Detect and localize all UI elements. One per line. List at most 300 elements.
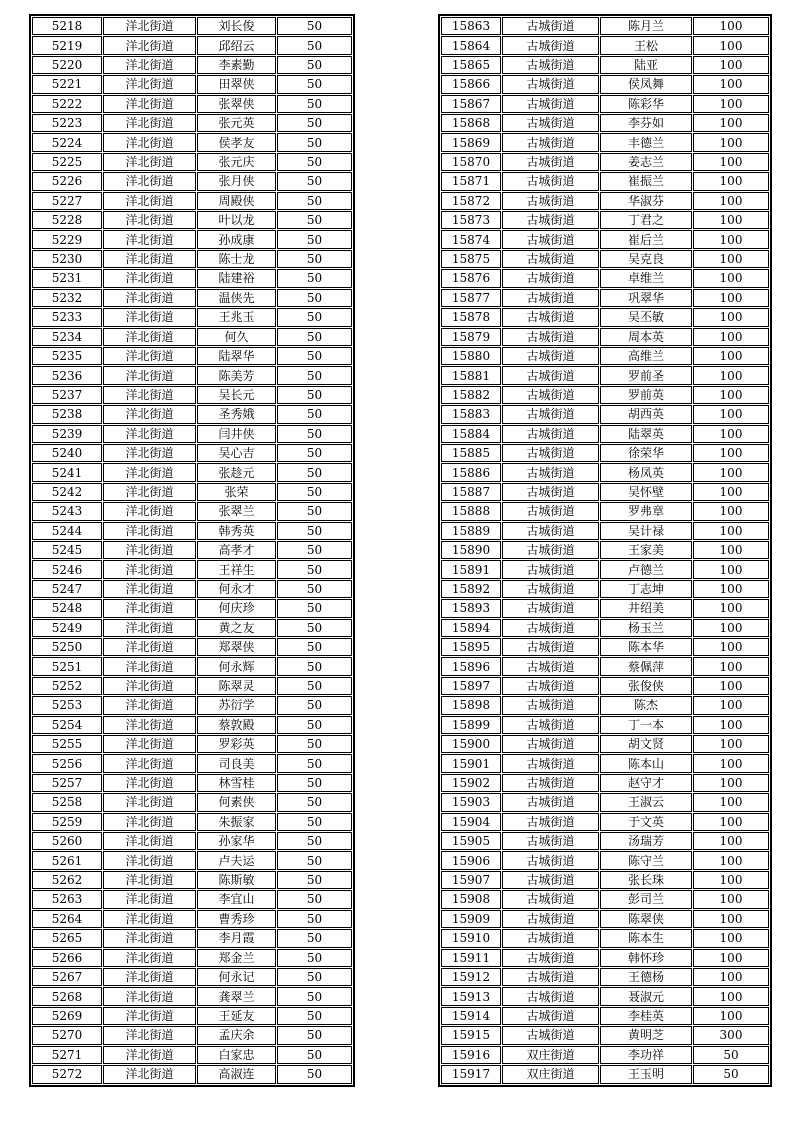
name-cell: 高淑连 (197, 1065, 276, 1084)
amount-cell: 50 (277, 36, 352, 54)
id-cell: 15899 (441, 716, 501, 734)
street-cell: 洋北街道 (103, 425, 196, 443)
amount-cell: 100 (693, 522, 769, 540)
table-row (32, 483, 352, 501)
name-cell: 王德杨 (600, 968, 692, 986)
table-row (32, 851, 352, 869)
street-cell: 古城街道 (502, 230, 599, 248)
table-row (32, 677, 352, 695)
id-cell: 15864 (441, 36, 501, 54)
street-cell: 古城街道 (502, 1026, 599, 1044)
table-row (32, 75, 352, 93)
table-row (441, 172, 769, 190)
amount-cell: 50 (277, 599, 352, 617)
table-row (441, 774, 769, 792)
name-cell: 田翠侠 (197, 75, 276, 93)
table-row (441, 17, 769, 35)
id-cell: 5238 (32, 405, 102, 423)
street-cell: 洋北街道 (103, 638, 196, 656)
amount-cell: 50 (277, 308, 352, 326)
amount-cell: 100 (693, 405, 769, 423)
amount-cell: 50 (277, 1065, 352, 1084)
table-row (32, 425, 352, 443)
amount-cell: 100 (693, 987, 769, 1005)
name-cell: 何庆珍 (197, 599, 276, 617)
name-cell: 林雪桂 (197, 774, 276, 792)
name-cell: 卓维兰 (600, 269, 692, 287)
table-row (441, 308, 769, 326)
table-row (32, 308, 352, 326)
id-cell: 15908 (441, 890, 501, 908)
name-cell: 陆建裕 (197, 269, 276, 287)
id-cell: 5222 (32, 95, 102, 113)
table-row (441, 444, 769, 462)
id-cell: 5232 (32, 289, 102, 307)
street-cell: 洋北街道 (103, 657, 196, 675)
name-cell: 陈本山 (600, 754, 692, 772)
street-cell: 古城街道 (502, 172, 599, 190)
name-cell: 陈本华 (600, 638, 692, 656)
name-cell: 吴心吉 (197, 444, 276, 462)
name-cell: 陈彩华 (600, 95, 692, 113)
table-row (32, 17, 352, 35)
amount-cell: 100 (693, 172, 769, 190)
table-row (441, 347, 769, 365)
id-cell: 5268 (32, 987, 102, 1005)
table-row (441, 832, 769, 850)
amount-cell: 50 (277, 425, 352, 443)
amount-cell: 50 (277, 677, 352, 695)
amount-cell: 100 (693, 289, 769, 307)
table-row (441, 677, 769, 695)
street-cell: 洋北街道 (103, 813, 196, 831)
table-row (32, 192, 352, 210)
name-cell: 罗前英 (600, 386, 692, 404)
amount-cell: 100 (693, 910, 769, 928)
amount-cell: 100 (693, 192, 769, 210)
amount-cell: 100 (693, 269, 769, 287)
amount-cell: 100 (693, 328, 769, 346)
amount-cell: 50 (277, 793, 352, 811)
name-cell: 李芬如 (600, 114, 692, 132)
name-cell: 陈士龙 (197, 250, 276, 268)
table-row (32, 987, 352, 1005)
street-cell: 洋北街道 (103, 716, 196, 734)
id-cell: 5242 (32, 483, 102, 501)
street-cell: 洋北街道 (103, 677, 196, 695)
id-cell: 5243 (32, 502, 102, 520)
street-cell: 古城街道 (502, 153, 599, 171)
name-cell: 孙家华 (197, 832, 276, 850)
amount-cell: 100 (693, 502, 769, 520)
street-cell: 洋北街道 (103, 56, 196, 74)
name-cell: 胡西英 (600, 405, 692, 423)
street-cell: 古城街道 (502, 425, 599, 443)
name-cell: 李月霞 (197, 929, 276, 947)
name-cell: 杨玉兰 (600, 619, 692, 637)
street-cell: 古城街道 (502, 774, 599, 792)
table-row (441, 366, 769, 384)
amount-cell: 50 (277, 949, 352, 967)
amount-cell: 50 (277, 172, 352, 190)
amount-cell: 50 (277, 366, 352, 384)
street-cell: 古城街道 (502, 716, 599, 734)
street-cell: 古城街道 (502, 192, 599, 210)
id-cell: 15876 (441, 269, 501, 287)
table-row (32, 289, 352, 307)
amount-cell: 50 (277, 696, 352, 714)
name-cell: 张月侠 (197, 172, 276, 190)
street-cell: 古城街道 (502, 949, 599, 967)
name-cell: 王兆玉 (197, 308, 276, 326)
street-cell: 古城街道 (502, 968, 599, 986)
table-row (441, 289, 769, 307)
id-cell: 15866 (441, 75, 501, 93)
street-cell: 洋北街道 (103, 696, 196, 714)
street-cell: 洋北街道 (103, 289, 196, 307)
amount-cell: 100 (693, 386, 769, 404)
table-row (32, 541, 352, 559)
table-row (32, 580, 352, 598)
street-cell: 洋北街道 (103, 968, 196, 986)
amount-cell: 100 (693, 813, 769, 831)
name-cell: 司良美 (197, 754, 276, 772)
id-cell: 15895 (441, 638, 501, 656)
table-row (441, 502, 769, 520)
amount-cell: 100 (693, 657, 769, 675)
id-cell: 5251 (32, 657, 102, 675)
table-row (441, 871, 769, 889)
name-cell: 何永记 (197, 968, 276, 986)
name-cell: 陈守兰 (600, 851, 692, 869)
id-cell: 15907 (441, 871, 501, 889)
street-cell: 古城街道 (502, 133, 599, 151)
table-row (441, 95, 769, 113)
street-cell: 古城街道 (502, 987, 599, 1005)
id-cell: 15893 (441, 599, 501, 617)
id-cell: 5229 (32, 230, 102, 248)
name-cell: 蔡佩萍 (600, 657, 692, 675)
table-row (441, 211, 769, 229)
name-cell: 张元英 (197, 114, 276, 132)
id-cell: 5250 (32, 638, 102, 656)
amount-cell: 100 (693, 95, 769, 113)
street-cell: 古城街道 (502, 735, 599, 753)
street-cell: 古城街道 (502, 638, 599, 656)
name-cell: 朱振家 (197, 813, 276, 831)
street-cell: 洋北街道 (103, 75, 196, 93)
table-row (32, 153, 352, 171)
amount-cell: 100 (693, 230, 769, 248)
id-cell: 5269 (32, 1007, 102, 1025)
id-cell: 5272 (32, 1065, 102, 1084)
street-cell: 古城街道 (502, 851, 599, 869)
amount-cell: 50 (277, 405, 352, 423)
table-row (32, 230, 352, 248)
id-cell: 15865 (441, 56, 501, 74)
street-cell: 古城街道 (502, 211, 599, 229)
id-cell: 15877 (441, 289, 501, 307)
amount-cell: 100 (693, 638, 769, 656)
name-cell: 何永辉 (197, 657, 276, 675)
id-cell: 5231 (32, 269, 102, 287)
street-cell: 洋北街道 (103, 987, 196, 1005)
name-cell: 华淑芬 (600, 192, 692, 210)
street-cell: 古城街道 (502, 910, 599, 928)
name-cell: 张荣 (197, 483, 276, 501)
table-row (32, 949, 352, 967)
street-cell: 古城街道 (502, 405, 599, 423)
street-cell: 洋北街道 (103, 483, 196, 501)
street-cell: 洋北街道 (103, 405, 196, 423)
id-cell: 5230 (32, 250, 102, 268)
id-cell: 15867 (441, 95, 501, 113)
id-cell: 15883 (441, 405, 501, 423)
id-cell: 5228 (32, 211, 102, 229)
table-row (441, 968, 769, 986)
street-cell: 古城街道 (502, 580, 599, 598)
id-cell: 15901 (441, 754, 501, 772)
id-cell: 5235 (32, 347, 102, 365)
amount-cell: 100 (693, 599, 769, 617)
table-row (32, 890, 352, 908)
street-cell: 洋北街道 (103, 1026, 196, 1044)
id-cell: 5227 (32, 192, 102, 210)
name-cell: 侯孝友 (197, 133, 276, 151)
table-row (441, 425, 769, 443)
street-cell: 洋北街道 (103, 522, 196, 540)
street-cell: 洋北街道 (103, 910, 196, 928)
name-cell: 张元庆 (197, 153, 276, 171)
amount-cell: 50 (277, 522, 352, 540)
street-cell: 古城街道 (502, 813, 599, 831)
name-cell: 李桂英 (600, 1007, 692, 1025)
table-row (441, 114, 769, 132)
amount-cell: 50 (277, 754, 352, 772)
id-cell: 15887 (441, 483, 501, 501)
name-cell: 徐荣华 (600, 444, 692, 462)
id-cell: 5271 (32, 1046, 102, 1064)
id-cell: 15879 (441, 328, 501, 346)
table-row (32, 36, 352, 54)
table-row (32, 250, 352, 268)
name-cell: 王松 (600, 36, 692, 54)
amount-cell: 100 (693, 211, 769, 229)
left-table-body (32, 17, 352, 1084)
street-cell: 洋北街道 (103, 851, 196, 869)
street-cell: 古城街道 (502, 929, 599, 947)
name-cell: 罗弗章 (600, 502, 692, 520)
table-row (441, 599, 769, 617)
amount-cell: 50 (277, 871, 352, 889)
id-cell: 15902 (441, 774, 501, 792)
name-cell: 侯凤舞 (600, 75, 692, 93)
name-cell: 陈斯敏 (197, 871, 276, 889)
amount-cell: 100 (693, 832, 769, 850)
street-cell: 洋北街道 (103, 153, 196, 171)
street-cell: 古城街道 (502, 269, 599, 287)
name-cell: 于文英 (600, 813, 692, 831)
table-row (441, 813, 769, 831)
name-cell: 陈本生 (600, 929, 692, 947)
street-cell: 古城街道 (502, 444, 599, 462)
name-cell: 孟庆余 (197, 1026, 276, 1044)
amount-cell: 100 (693, 716, 769, 734)
id-cell: 5267 (32, 968, 102, 986)
id-cell: 15916 (441, 1046, 501, 1064)
name-cell: 丁一本 (600, 716, 692, 734)
street-cell: 洋北街道 (103, 347, 196, 365)
table-row (32, 133, 352, 151)
name-cell: 李宜山 (197, 890, 276, 908)
id-cell: 15890 (441, 541, 501, 559)
street-cell: 古城街道 (502, 560, 599, 578)
id-cell: 15910 (441, 929, 501, 947)
id-cell: 15878 (441, 308, 501, 326)
id-cell: 15881 (441, 366, 501, 384)
table-row (32, 929, 352, 947)
table-row (32, 793, 352, 811)
id-cell: 5241 (32, 463, 102, 481)
street-cell: 洋北街道 (103, 192, 196, 210)
amount-cell: 50 (277, 541, 352, 559)
id-cell: 15871 (441, 172, 501, 190)
amount-cell: 100 (693, 871, 769, 889)
name-cell: 王玉明 (600, 1065, 692, 1084)
name-cell: 陈美芳 (197, 366, 276, 384)
id-cell: 15913 (441, 987, 501, 1005)
name-cell: 姜志兰 (600, 153, 692, 171)
name-cell: 周殿侠 (197, 192, 276, 210)
amount-cell: 50 (277, 619, 352, 637)
right-table-body (441, 17, 769, 1084)
amount-cell: 100 (693, 754, 769, 772)
table-row (32, 95, 352, 113)
id-cell: 15875 (441, 250, 501, 268)
amount-cell: 50 (277, 1007, 352, 1025)
id-cell: 15894 (441, 619, 501, 637)
name-cell: 王祥生 (197, 560, 276, 578)
table-row (441, 1046, 769, 1064)
amount-cell: 50 (277, 289, 352, 307)
id-cell: 5234 (32, 328, 102, 346)
id-cell: 15873 (441, 211, 501, 229)
name-cell: 郑金兰 (197, 949, 276, 967)
name-cell: 吴计禄 (600, 522, 692, 540)
amount-cell: 100 (693, 366, 769, 384)
id-cell: 15880 (441, 347, 501, 365)
name-cell: 吴克良 (600, 250, 692, 268)
street-cell: 洋北街道 (103, 17, 196, 35)
table-row (441, 522, 769, 540)
street-cell: 洋北街道 (103, 793, 196, 811)
id-cell: 5260 (32, 832, 102, 850)
name-cell: 吴丕敏 (600, 308, 692, 326)
amount-cell: 100 (693, 696, 769, 714)
name-cell: 叶以龙 (197, 211, 276, 229)
name-cell: 张趁元 (197, 463, 276, 481)
id-cell: 5253 (32, 696, 102, 714)
street-cell: 洋北街道 (103, 580, 196, 598)
id-cell: 15904 (441, 813, 501, 831)
table-row (32, 172, 352, 190)
amount-cell: 50 (277, 211, 352, 229)
id-cell: 5223 (32, 114, 102, 132)
id-cell: 15872 (441, 192, 501, 210)
street-cell: 古城街道 (502, 541, 599, 559)
id-cell: 5263 (32, 890, 102, 908)
street-cell: 洋北街道 (103, 832, 196, 850)
amount-cell: 50 (277, 463, 352, 481)
table-row (32, 1007, 352, 1025)
id-cell: 5266 (32, 949, 102, 967)
id-cell: 15892 (441, 580, 501, 598)
left-roster-table (29, 14, 355, 1087)
name-cell: 陈翠侠 (600, 910, 692, 928)
id-cell: 5226 (32, 172, 102, 190)
name-cell: 卢夫运 (197, 851, 276, 869)
id-cell: 5245 (32, 541, 102, 559)
name-cell: 罗彩英 (197, 735, 276, 753)
table-row (32, 405, 352, 423)
id-cell: 15896 (441, 657, 501, 675)
table-row (441, 696, 769, 714)
id-cell: 15898 (441, 696, 501, 714)
amount-cell: 100 (693, 851, 769, 869)
table-row (32, 813, 352, 831)
amount-cell: 50 (693, 1065, 769, 1084)
table-row (441, 1026, 769, 1044)
id-cell: 15882 (441, 386, 501, 404)
name-cell: 张翠侠 (197, 95, 276, 113)
id-cell: 5220 (32, 56, 102, 74)
amount-cell: 100 (693, 968, 769, 986)
id-cell: 5239 (32, 425, 102, 443)
table-row (441, 929, 769, 947)
amount-cell: 50 (277, 987, 352, 1005)
table-row (441, 541, 769, 559)
name-cell: 赵守才 (600, 774, 692, 792)
street-cell: 双庄街道 (502, 1046, 599, 1064)
amount-cell: 50 (277, 95, 352, 113)
name-cell: 陈杰 (600, 696, 692, 714)
street-cell: 古城街道 (502, 289, 599, 307)
name-cell: 彭司兰 (600, 890, 692, 908)
table-row (441, 328, 769, 346)
name-cell: 吴怀壁 (600, 483, 692, 501)
amount-cell: 50 (277, 774, 352, 792)
street-cell: 古城街道 (502, 871, 599, 889)
street-cell: 古城街道 (502, 308, 599, 326)
id-cell: 15889 (441, 522, 501, 540)
id-cell: 5224 (32, 133, 102, 151)
amount-cell: 100 (693, 890, 769, 908)
amount-cell: 100 (693, 133, 769, 151)
amount-cell: 50 (277, 968, 352, 986)
table-row (441, 735, 769, 753)
table-row (32, 638, 352, 656)
street-cell: 古城街道 (502, 696, 599, 714)
name-cell: 苏衍学 (197, 696, 276, 714)
table-row (32, 386, 352, 404)
table-row (441, 75, 769, 93)
id-cell: 15885 (441, 444, 501, 462)
name-cell: 王延友 (197, 1007, 276, 1025)
name-cell: 汤瑞芳 (600, 832, 692, 850)
amount-cell: 50 (277, 1046, 352, 1064)
amount-cell: 100 (693, 541, 769, 559)
amount-cell: 100 (693, 347, 769, 365)
